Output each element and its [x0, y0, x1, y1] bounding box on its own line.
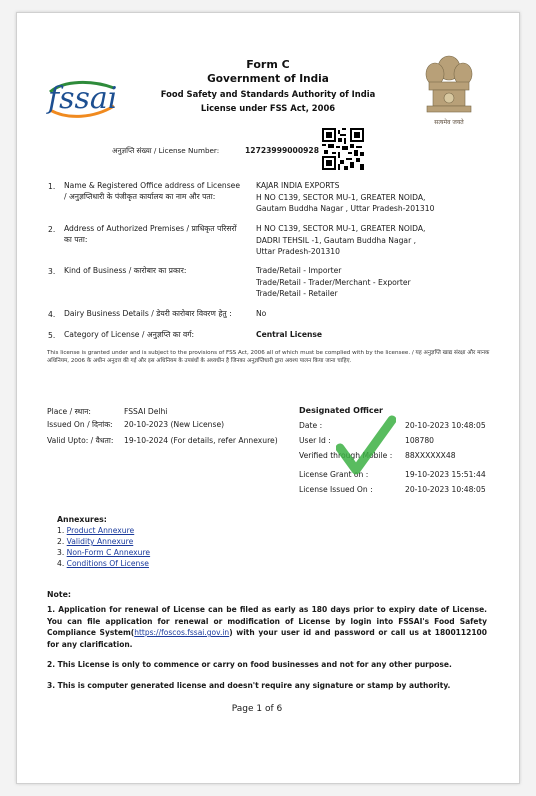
officer-verified-label: Verified through Mobile :: [299, 451, 393, 460]
product-annexure-link[interactable]: Product Annexure: [66, 526, 135, 535]
valid-upto-value: 19-10-2024 (For details, refer Annexure): [124, 436, 278, 445]
item-2-label: Address of Authorized Premises / प्राधिकृत परिसरों का पता:: [64, 224, 237, 244]
item-2-value-3: Uttar Pradesh-201310: [256, 247, 340, 256]
item-3-value-1: Trade/Retail - Importer: [256, 266, 342, 275]
item-5-label: Category of License / अनुज्ञप्ति का वर्ग:: [64, 330, 195, 339]
officer-date-label: Date :: [299, 421, 323, 430]
valid-upto-label: Valid Upto: / वैधता:: [47, 436, 114, 445]
license-number-value: 12723999000928: [245, 146, 319, 155]
item-3-number: 3.: [48, 267, 56, 276]
note-item-3: 3. This is computer generated license and doesn't require any signature or stamp by authority.: [47, 681, 451, 690]
item-4-number: 4.: [48, 310, 56, 319]
item-5-value-1: Central License: [256, 330, 323, 339]
item-3-value-2: Trade/Retail - Trader/Merchant - Exporter: [256, 278, 411, 287]
annexures-title: Annexures:: [57, 515, 107, 524]
item-1-label: Name & Registered Office address of Licensee / अनुज्ञप्तिधारी के पंजीकृत कार्यालय का नाम और पता:: [64, 181, 241, 201]
note-item-1: [47, 604, 487, 650]
license-number-label: अनुज्ञप्ति संख्या / License Number:: [112, 146, 220, 155]
validity-annexure-link[interactable]: Validity Annexure: [66, 537, 134, 546]
officer-user-value: 108780: [405, 436, 434, 445]
issued-on-value: 20-10-2023 (New License): [124, 420, 225, 429]
foscos-link[interactable]: https://foscos.fssai.gov.in: [134, 628, 230, 637]
license-issued-label: License Issued On :: [299, 485, 373, 494]
designated-officer-title: Designated Officer: [299, 406, 383, 415]
legal-statement: This license is granted under and is subject to the provisions of FSS Act, 2006 all of which must be complied with by the licensee. / यह अनुज्ञप्ति खाद्य संरक्षा और मानक अधिनियम, 2006 के अधीन अनुदत्त की गई और इस अधिनियम के उपबंधों के अध्यधीन है जिनका अनुज्ञप्तिधारी द्वारा अवश्य पालन किया जाना चाहिए.: [47, 350, 490, 364]
note-item-2: 2. This License is only to commence or carry on food businesses and not for any other purpose.: [47, 660, 452, 669]
item-1-value-3: Gautam Buddha Nagar , Uttar Pradesh-201310: [256, 204, 435, 213]
conditions-of-license-link[interactable]: Conditions Of License: [66, 559, 149, 568]
officer-user-label: User Id :: [299, 436, 331, 445]
authority-title: Food Safety and Standards Authority of India: [160, 89, 376, 99]
place-label: Place / स्थान:: [47, 407, 91, 416]
item-2-value-1: H NO C139, SECTOR MU-1, GREATER NOIDA,: [256, 224, 426, 233]
place-value: FSSAI Delhi: [124, 407, 168, 416]
officer-verified-value: 88XXXXXX48: [405, 451, 456, 460]
officer-date-value: 20-10-2023 10:48:05: [405, 421, 486, 430]
item-1-number: 1.: [48, 182, 56, 191]
act-title: License under FSS Act, 2006: [200, 103, 336, 113]
annexure-item-2[interactable]: 2. Validity Annexure: [57, 537, 134, 546]
svg-text:fssai: fssai: [48, 81, 118, 116]
note-title: Note:: [47, 590, 72, 599]
license-issued-value: 20-10-2023 10:48:05: [405, 485, 486, 494]
checkmark-icon: [336, 414, 396, 476]
license-grant-label: License Grant on :: [299, 470, 369, 479]
issued-on-label: Issued On / दिनांक:: [47, 420, 113, 429]
item-1-value-1: KAJAR INDIA EXPORTS: [256, 181, 340, 190]
item-3-value-3: Trade/Retail - Retailer: [256, 289, 338, 298]
item-1-value-2: H NO C139, SECTOR MU-1, GREATER NOIDA,: [256, 193, 426, 202]
item-2-value-2: DADRI TEHSIL -1, Gautam Buddha Nagar ,: [256, 236, 417, 245]
item-5-number: 5.: [48, 331, 56, 340]
government-title: Government of India: [207, 73, 329, 85]
annexure-item-1[interactable]: 1. Product Annexure: [57, 526, 135, 535]
note-1-suffix: ) with your user id and password or call us at 1800112100 for any clarification.: [47, 628, 487, 649]
note-1-text: 1. Application for renewal of License can be filed as early as 180 days prior to expiry date of License. You can file application for renewal or modification of License by login into FSSAI's Food Safety Compliance System(: [47, 605, 487, 637]
annexure-item-4[interactable]: 4. Conditions Of License: [57, 559, 149, 568]
item-4-label: Dairy Business Details / डेयरी कारोबार विवरण हेतु :: [64, 309, 232, 318]
page-number: Page 1 of 6: [231, 704, 283, 714]
item-3-label: Kind of Business / कारोबार का प्रकार:: [64, 266, 187, 275]
emblem-motto: सत्यमेव जयते: [434, 119, 464, 126]
form-title: Form C: [246, 58, 290, 71]
non-form-c-annexure-link[interactable]: Non-Form C Annexure: [66, 548, 151, 557]
license-grant-value: 19-10-2023 15:51:44: [405, 470, 486, 479]
annexure-item-3[interactable]: 3. Non-Form C Annexure: [57, 548, 151, 557]
qr-code: [322, 128, 364, 170]
item-4-value-1: No: [256, 309, 267, 318]
item-2-number: 2.: [48, 225, 56, 234]
